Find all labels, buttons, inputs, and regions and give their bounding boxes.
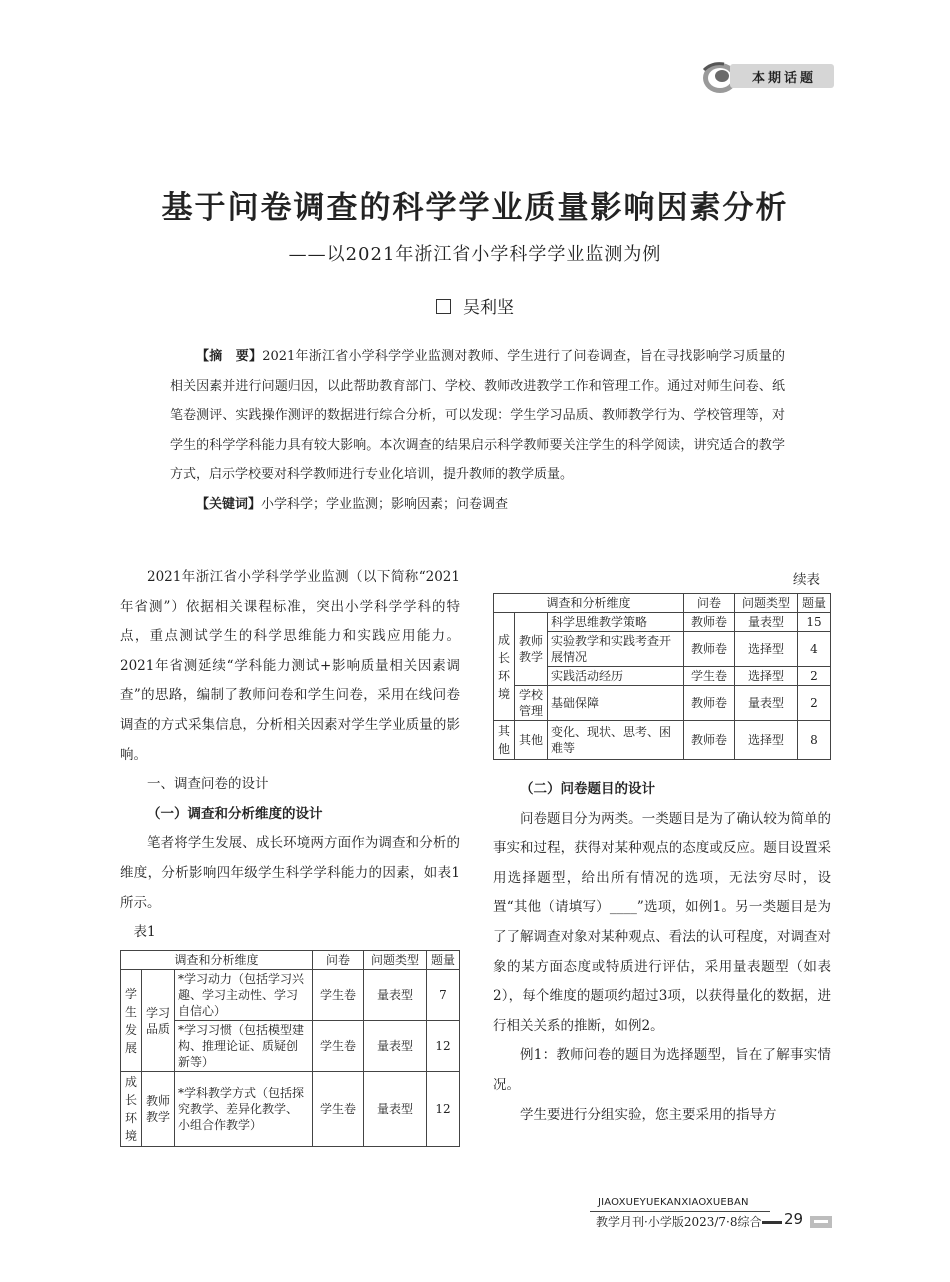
table1-header-questionnaire: 问卷 xyxy=(313,951,364,970)
abstract xyxy=(170,342,785,519)
table1-item: *学科教学方式（包括探究教学、差异化教学、小组合作教学） xyxy=(175,1072,313,1147)
footer-divider xyxy=(590,1211,770,1212)
table2-continued-label: 续表 xyxy=(793,572,820,588)
abstract-paragraph xyxy=(170,342,785,490)
article-subtitle: ——以2021年浙江省小学科学学业监测为例 xyxy=(288,244,662,265)
table1-item: *学习习惯（包括模型建构、推理论证、质疑创新等） xyxy=(175,1021,313,1072)
table2-count: 15 xyxy=(798,613,831,632)
keywords-text: 小学科学；学业监测；影响因素；问卷调查 xyxy=(261,496,509,512)
author-name: 吴利坚 xyxy=(463,298,514,318)
table-row xyxy=(494,721,831,760)
example-1-paragraph: 例1：教师问卷的题目为选择题型，旨在了解事实情况。 xyxy=(493,1047,831,1093)
author-line xyxy=(0,293,950,318)
table2-questionnaire: 学生卷 xyxy=(684,667,735,686)
table2-count: 2 xyxy=(798,667,831,686)
table2-questionnaire: 教师卷 xyxy=(684,686,735,721)
table1-group2-sub: 教师教学 xyxy=(142,1072,175,1147)
table2-count: 8 xyxy=(798,721,831,760)
table2-header-row xyxy=(494,594,831,613)
table2-type: 量表型 xyxy=(735,613,798,632)
intro-paragraph: 2021年浙江省小学科学学业监测（以下简称“2021年省测”）依据相关课程标准，突出小学科学学科的特点，重点测试学生的科学思维能力和实践应用能力。2021年省测延续“学科能力测试+影响质量相关因素调查”的思路，编制了教师问卷和学生问卷，采用在线问卷调查的方式采集信息，分析相关因素对学生学业质量的影响。 xyxy=(120,569,460,763)
table2-group1-sub1: 教师教学 xyxy=(515,613,548,686)
table2-header-type: 问题类型 xyxy=(735,594,798,613)
table1-group1-sub: 学习品质 xyxy=(142,970,175,1072)
table2-group2: 其他 xyxy=(494,721,515,760)
footer-dash xyxy=(762,1221,782,1224)
table1-count: 12 xyxy=(427,1072,460,1147)
keywords-paragraph xyxy=(170,490,785,520)
table2-questionnaire: 教师卷 xyxy=(684,632,735,667)
table2-type: 选择型 xyxy=(735,667,798,686)
table1-header-type: 问题类型 xyxy=(364,951,427,970)
table2-group2-sub: 其他 xyxy=(515,721,548,760)
table2-group1: 成长环境 xyxy=(494,613,515,721)
table1-caption: 表1 xyxy=(133,924,156,941)
journal-pinyin: JIAOXUEYUEKANXIAOXUEBAN xyxy=(598,1197,749,1208)
table2-questionnaire: 教师卷 xyxy=(684,721,735,760)
table-1 xyxy=(120,950,460,1147)
table1-item: *学习动力（包括学习兴趣、学习主动性、学习自信心） xyxy=(175,970,313,1021)
table1-questionnaire: 学生卷 xyxy=(313,1072,364,1147)
table1-group1: 学生发展 xyxy=(121,970,142,1072)
keywords-tag: 【关键词】 xyxy=(196,496,262,512)
table1-group2: 成长环境 xyxy=(121,1072,142,1147)
table1-questionnaire: 学生卷 xyxy=(313,1021,364,1072)
table2-group1-sub2: 学校管理 xyxy=(515,686,548,721)
table2-type: 选择型 xyxy=(735,632,798,667)
table-row xyxy=(494,613,831,632)
table1-header-dimension: 调查和分析维度 xyxy=(121,951,313,970)
table1-type: 量表型 xyxy=(364,1072,427,1147)
page-number: 29 xyxy=(784,1210,804,1228)
section-heading-1: 一、调查问卷的设计 xyxy=(147,776,269,793)
example-1-question: 学生要进行分组实验，您主要采用的指导方 xyxy=(520,1106,777,1123)
table2-count: 4 xyxy=(798,632,831,667)
table2-item: 实践活动经历 xyxy=(548,667,684,686)
abstract-tag: 【摘 要】 xyxy=(196,349,263,364)
table-row xyxy=(121,1072,460,1147)
table-row xyxy=(494,686,831,721)
table2-count: 2 xyxy=(798,686,831,721)
table1-count: 12 xyxy=(427,1021,460,1072)
page-marker xyxy=(810,1216,832,1228)
article-title: 基于问卷调查的科学学业质量影响因素分析 xyxy=(161,190,789,226)
table1-count: 7 xyxy=(427,970,460,1021)
table2-item: 科学思维教学策略 xyxy=(548,613,684,632)
table1-header-count: 题量 xyxy=(427,951,460,970)
section-badge xyxy=(700,60,835,92)
table2-header-count: 题量 xyxy=(798,594,831,613)
table1-header-row xyxy=(121,951,460,970)
table1-type: 量表型 xyxy=(364,970,427,1021)
table2-item: 实验教学和实践考查开展情况 xyxy=(548,632,684,667)
abstract-text: 2021年浙江省小学科学学业监测对教师、学生进行了问卷调查，旨在寻找影响学习质量的相关因素并进行问题归因，以此帮助教育部门、学校、教师改进教学工作和管理工作。通过对师生问卷、纸笔卷测评、实践操作测评的数据进行综合分析，可以发现：学生学习品质、教师教学行为、学校管理等，对学生的科学学科能力具有较大影响。本次调查的结果启示科学教师要关注学生的科学阅读，讲究适合的教学方式，启示学校要对科学教师进行专业化培训，提升教师的教学质量。 xyxy=(170,349,785,482)
section-label: 本期话题 xyxy=(752,71,817,86)
table1-questionnaire: 学生卷 xyxy=(313,970,364,1021)
right-column xyxy=(493,775,831,1130)
table2-header-questionnaire: 问卷 xyxy=(684,594,735,613)
table-1-continued xyxy=(493,593,831,760)
table1-type: 量表型 xyxy=(364,1021,427,1072)
left-column xyxy=(120,563,460,948)
table2-item: 变化、现状、思考、困难等 xyxy=(548,721,684,760)
section-heading-1-1: （一）调查和分析维度的设计 xyxy=(147,805,323,822)
journal-name: 教学月刊·小学版2023/7·8综合 xyxy=(596,1215,762,1229)
question-design-paragraph: 问卷题目分为两类。一类题目是为了确认较为简单的事实和过程，获得对某种观点的态度或反应。题目设置采用选择题型，给出所有情况的选项，无法穷尽时，设置“其他（请填写）____”选项，如例1。另一类题目是为了了解调查对象对某种观点、看法的认可程度，对调查对象的某方面态度或特质进行评估，采用量表题型（如表2），每个维度的题项约超过3项，以获得量化的数据，进行相关关系的推断，如例2。 xyxy=(493,810,831,1034)
table2-item: 基础保障 xyxy=(548,686,684,721)
section-heading-1-2: （二）问卷题目的设计 xyxy=(520,781,655,797)
square-icon xyxy=(436,299,451,314)
table2-header-dimension: 调查和分析维度 xyxy=(494,594,684,613)
table2-type: 量表型 xyxy=(735,686,798,721)
table2-questionnaire: 教师卷 xyxy=(684,613,735,632)
dimension-paragraph: 笔者将学生发展、成长环境两方面作为调查和分析的维度，分析影响四年级学生科学学科能力的因素，如表1所示。 xyxy=(120,835,460,911)
table-row xyxy=(121,970,460,1021)
table2-type: 选择型 xyxy=(735,721,798,760)
